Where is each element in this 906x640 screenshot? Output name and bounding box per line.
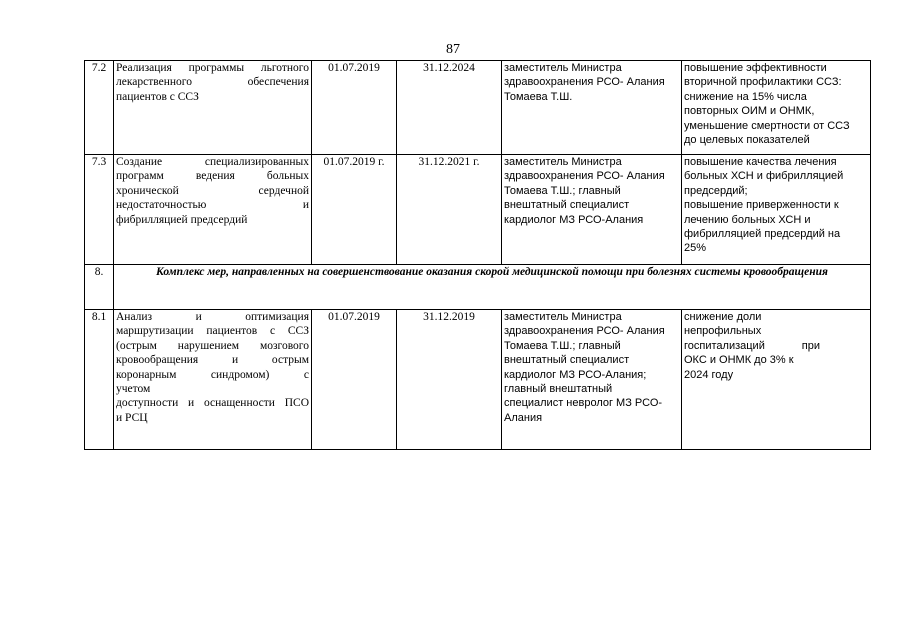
measure-name — [114, 61, 312, 155]
text-line: кардиолог МЗ РСО-Алания; — [504, 368, 647, 381]
text-line: (острым нарушением мозгового — [116, 339, 309, 352]
text-line: кардиолог МЗ РСО-Алания — [504, 213, 644, 226]
text-line: программ ведения больных — [116, 170, 309, 183]
text-line: Реализация программы льготного — [116, 62, 309, 74]
text-line: повышение качества лечения — [684, 156, 837, 168]
text-line: пациентов с ССЗ — [116, 90, 199, 103]
text-line: госпитализаций при — [684, 339, 820, 352]
text-line: 25% — [684, 242, 707, 255]
start-date: 01.07.2019 — [312, 61, 397, 155]
text-line: Томаева Т.Ш.; главный — [504, 339, 621, 352]
text-line: маршрутизации пациентов с ССЗ — [116, 325, 309, 338]
expected-result — [682, 155, 871, 265]
text-line: 2024 году — [684, 368, 734, 381]
text-line: специалист невролог МЗ РСО- — [504, 397, 663, 410]
table-row — [85, 310, 871, 450]
section-title: Комплекс мер, направленных на совершенствование оказания скорой медицинской помощи при болезнях системы кровообращения — [114, 265, 871, 310]
measure-name — [114, 310, 312, 450]
text-line: снижение доли — [684, 311, 762, 323]
measure-name — [114, 155, 312, 265]
text-line: кровообращения и острым — [116, 354, 309, 367]
text-line: Томаева Т.Ш. — [504, 90, 573, 103]
measures-table — [84, 60, 871, 450]
text-line: Алания — [504, 411, 543, 424]
text-line: фибрилляцией предсердий — [116, 213, 248, 226]
text-line: и РСЦ — [116, 411, 148, 424]
text-line: повышение приверженности к — [684, 199, 839, 212]
text-line: главный внештатный — [504, 383, 613, 396]
text-line: здравоохранения РСО- Алания — [504, 325, 665, 338]
end-date: 31.12.2019 — [397, 310, 502, 450]
row-number: 8.1 — [85, 310, 114, 450]
table-row — [85, 61, 871, 155]
text-line: учетом — [116, 383, 151, 396]
text-line: повторных ОИМ и ОНМК, — [684, 105, 815, 118]
text-line: вторичной профилактики ССЗ: — [684, 76, 842, 89]
text-line: лечению больных ХСН и — [684, 213, 811, 226]
text-line: ОКС и ОНМК до 3% к — [684, 354, 794, 367]
text-line: коронарным синдромом) с — [116, 368, 309, 381]
text-line: доступности и оснащенности ПСО — [116, 397, 309, 410]
text-line: недостаточностью и — [116, 199, 309, 212]
responsible — [502, 61, 682, 155]
text-line: лекарственного обеспечения — [116, 76, 309, 89]
text-line: больных ХСН и фибрилляцией — [684, 170, 844, 183]
end-date: 31.12.2021 г. — [397, 155, 502, 265]
row-number: 7.2 — [85, 61, 114, 155]
start-date: 01.07.2019 — [312, 310, 397, 450]
text-line: заместитель Министра — [504, 156, 622, 168]
text-line: внештатный специалист — [504, 354, 630, 367]
text-line: хронической сердечной — [116, 184, 309, 197]
responsible — [502, 155, 682, 265]
text-line: непрофильных — [684, 325, 762, 338]
table-row — [85, 155, 871, 265]
text-line: Анализ и оптимизация — [116, 311, 309, 323]
section-row — [85, 265, 871, 310]
expected-result — [682, 310, 871, 450]
text-line: заместитель Министра — [504, 311, 622, 323]
text-line: Томаева Т.Ш.; главный — [504, 184, 621, 197]
text-line: уменьшение смертности от ССЗ — [684, 119, 850, 132]
page-number: 87 — [446, 42, 460, 57]
row-number: 7.3 — [85, 155, 114, 265]
text-line: предсердий; — [684, 184, 748, 197]
section-number: 8. — [85, 265, 114, 310]
text-line: повышение эффективности — [684, 62, 827, 74]
start-date: 01.07.2019 г. — [312, 155, 397, 265]
text-line: до целевых показателей — [684, 134, 810, 147]
expected-result — [682, 61, 871, 155]
end-date: 31.12.2024 — [397, 61, 502, 155]
text-line: снижение на 15% числа — [684, 90, 807, 103]
text-line: здравоохранения РСО- Алания — [504, 170, 665, 183]
text-line: внештатный специалист — [504, 199, 630, 212]
text-line: Создание специализированных — [116, 156, 309, 168]
responsible — [502, 310, 682, 450]
text-line: здравоохранения РСО- Алания — [504, 76, 665, 89]
text-line: фибрилляцией предсердий на — [684, 228, 841, 241]
text-line: заместитель Министра — [504, 62, 622, 74]
